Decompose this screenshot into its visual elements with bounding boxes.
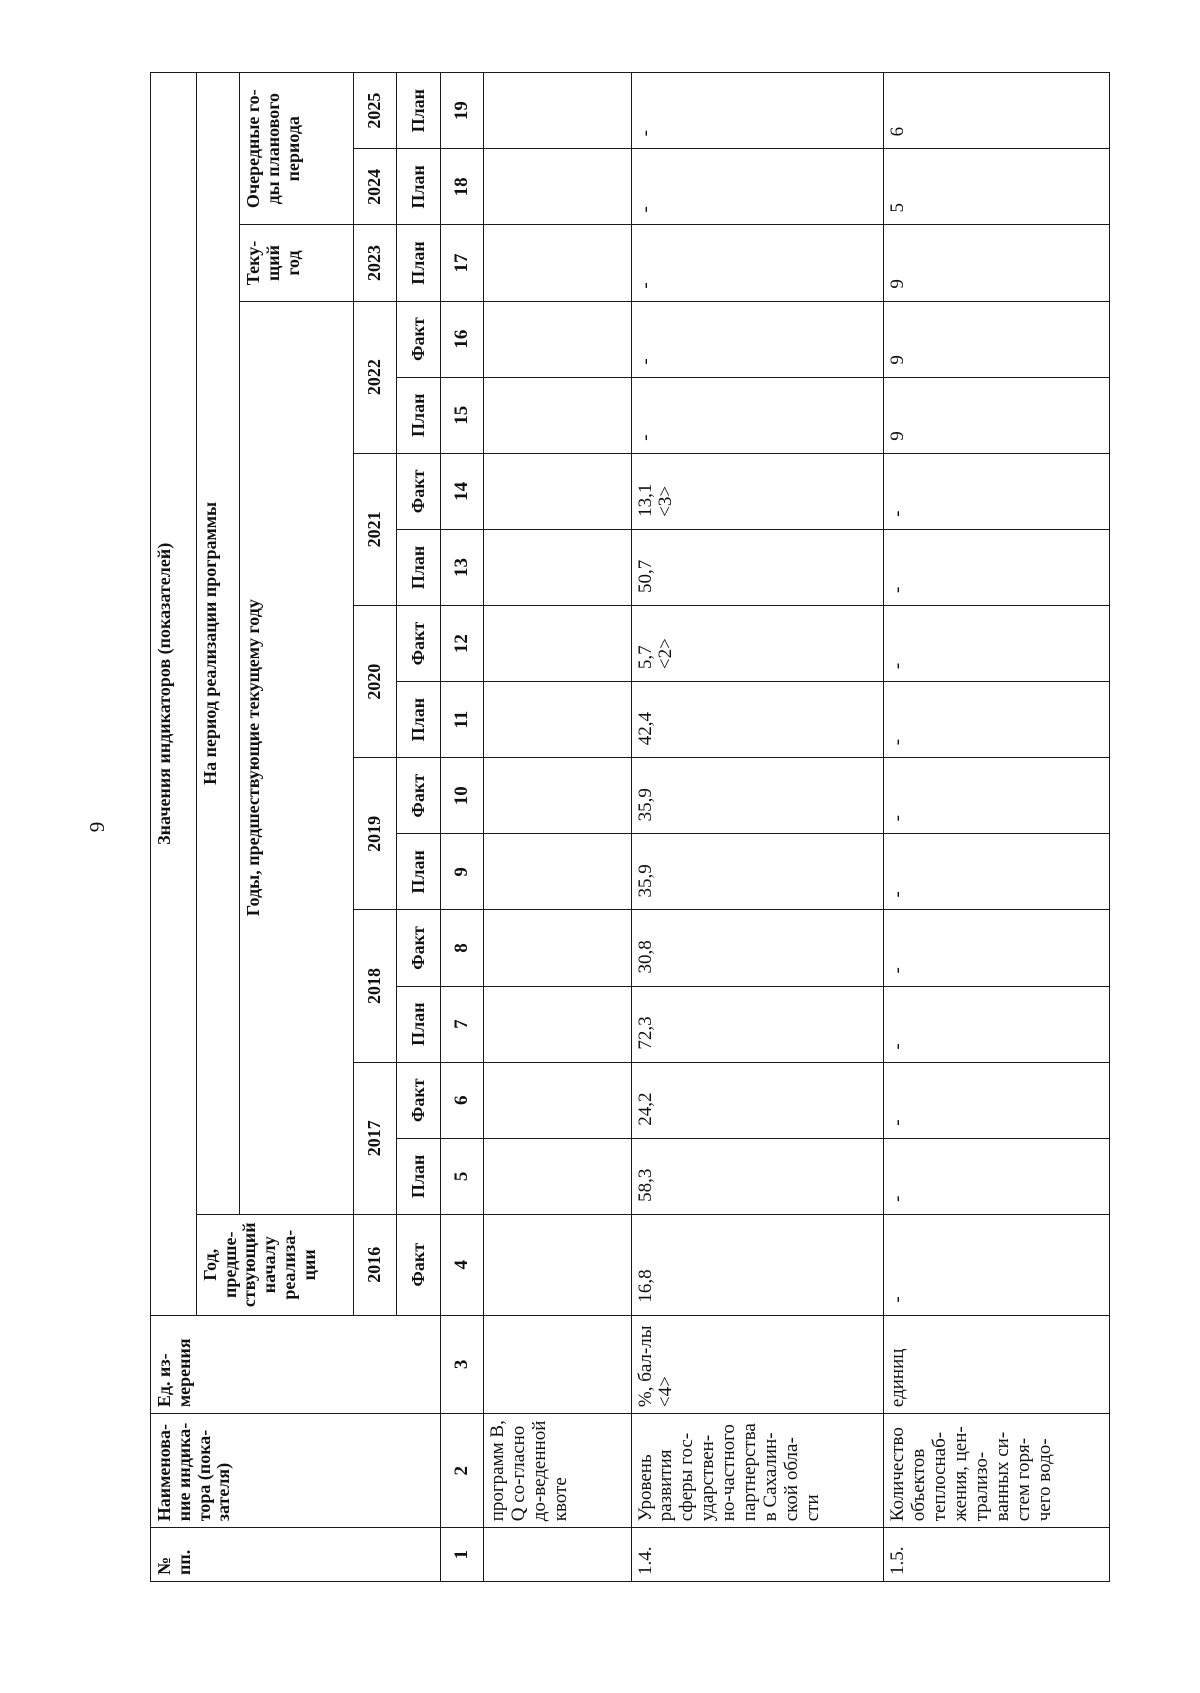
fact-label: Факт bbox=[397, 606, 441, 682]
row-value bbox=[484, 834, 631, 910]
row-value bbox=[484, 606, 631, 682]
column-number: 7 bbox=[440, 986, 484, 1062]
row-unit bbox=[484, 1315, 631, 1414]
row-value: - bbox=[884, 529, 1110, 605]
column-number: 4 bbox=[440, 1214, 484, 1315]
column-number: 17 bbox=[440, 225, 484, 301]
row-value: - bbox=[884, 1214, 1110, 1315]
header-next-years: Очередные го-ды планового периода bbox=[240, 73, 353, 225]
row-value bbox=[484, 1062, 631, 1138]
header-period: На период реализации программы bbox=[196, 73, 240, 1215]
row-value: 5,7 <2> bbox=[631, 606, 884, 682]
row-value: - bbox=[631, 301, 884, 377]
year-2018: 2018 bbox=[353, 910, 397, 1062]
row-value: - bbox=[884, 834, 1110, 910]
row-value: 6 bbox=[884, 73, 1110, 149]
column-number: 3 bbox=[440, 1315, 484, 1414]
column-number: 1 bbox=[440, 1528, 484, 1582]
row-value: - bbox=[884, 910, 1110, 986]
column-number: 5 bbox=[440, 1138, 484, 1214]
row-value bbox=[484, 73, 631, 149]
row-value: 24,2 bbox=[631, 1062, 884, 1138]
row-value: 72,3 bbox=[631, 986, 884, 1062]
row-value: 9 bbox=[884, 377, 1110, 453]
row-value bbox=[484, 529, 631, 605]
row-value bbox=[484, 377, 631, 453]
year-2020: 2020 bbox=[353, 606, 397, 758]
column-number: 15 bbox=[440, 377, 484, 453]
table-row bbox=[631, 73, 884, 1582]
row-value: 9 bbox=[884, 301, 1110, 377]
header-values: Значения индикаторов (показателей) bbox=[151, 73, 197, 1316]
row-name: программ В, Q со-гласно до-веденной квоте bbox=[484, 1414, 631, 1528]
row-value bbox=[484, 758, 631, 834]
header-no: № пп. bbox=[151, 1528, 441, 1582]
row-value bbox=[484, 225, 631, 301]
plan-label: План bbox=[397, 986, 441, 1062]
table-row bbox=[884, 73, 1110, 1582]
year-2017: 2017 bbox=[353, 1062, 397, 1214]
column-number: 19 bbox=[440, 73, 484, 149]
column-number: 10 bbox=[440, 758, 484, 834]
row-value: 35,9 bbox=[631, 758, 884, 834]
row-value: 42,4 bbox=[631, 682, 884, 758]
plan-label: План bbox=[397, 377, 441, 453]
row-value bbox=[484, 910, 631, 986]
row-value: - bbox=[884, 606, 1110, 682]
column-number: 6 bbox=[440, 1062, 484, 1138]
row-no bbox=[484, 1528, 631, 1582]
row-value: - bbox=[884, 453, 1110, 529]
row-value: 5 bbox=[884, 149, 1110, 225]
year-2024: 2024 bbox=[353, 149, 397, 225]
row-value: 13,1 <3> bbox=[631, 453, 884, 529]
row-unit: единиц bbox=[884, 1315, 1110, 1414]
row-value: 58,3 bbox=[631, 1138, 884, 1214]
plan-label: План bbox=[397, 529, 441, 605]
row-value: 30,8 bbox=[631, 910, 884, 986]
fact-label: Факт bbox=[397, 910, 441, 986]
header-name: Наименова-ние индика-тора (пока-зателя) bbox=[151, 1414, 441, 1528]
row-value bbox=[484, 986, 631, 1062]
row-value: 35,9 bbox=[631, 834, 884, 910]
year-2023: 2023 bbox=[353, 225, 397, 301]
column-number: 13 bbox=[440, 529, 484, 605]
row-value: - bbox=[631, 377, 884, 453]
row-value: - bbox=[884, 986, 1110, 1062]
row-value bbox=[484, 453, 631, 529]
row-value bbox=[484, 301, 631, 377]
column-number: 11 bbox=[440, 682, 484, 758]
row-value: - bbox=[631, 225, 884, 301]
year-2019: 2019 bbox=[353, 758, 397, 910]
column-number: 9 bbox=[440, 834, 484, 910]
row-no: 1.5. bbox=[884, 1528, 1110, 1582]
header-unit: Ед. из-мерения bbox=[151, 1315, 441, 1414]
header-prior-year: Год, предше-ствующий началу реализа-ции bbox=[196, 1214, 353, 1315]
indicator-table bbox=[150, 72, 1110, 1582]
page-number: 9 bbox=[84, 821, 109, 833]
year-2016: 2016 bbox=[353, 1214, 397, 1315]
row-value bbox=[484, 1138, 631, 1214]
row-name: Уровень развития сферы гос-ударствен-но-частного партнерства в Сахалин-ской обла-сти bbox=[631, 1414, 884, 1528]
row-value: - bbox=[884, 1138, 1110, 1214]
row-value: 16,8 bbox=[631, 1214, 884, 1315]
table-row bbox=[484, 73, 631, 1582]
column-number: 8 bbox=[440, 910, 484, 986]
year-2025: 2025 bbox=[353, 73, 397, 149]
plan-label: План bbox=[397, 682, 441, 758]
plan-label: План bbox=[397, 834, 441, 910]
row-value: - bbox=[884, 758, 1110, 834]
plan-label: План bbox=[397, 149, 441, 225]
row-name: Количество объектов теплоснаб-жения, цен-трализо-ванных си-стем горя-чего водо- bbox=[884, 1414, 1110, 1528]
fact-label: Факт bbox=[397, 1214, 441, 1315]
column-number: 2 bbox=[440, 1414, 484, 1528]
fact-label: Факт bbox=[397, 758, 441, 834]
row-value bbox=[484, 682, 631, 758]
year-2021: 2021 bbox=[353, 453, 397, 605]
column-number: 14 bbox=[440, 453, 484, 529]
plan-label: План bbox=[397, 225, 441, 301]
column-number: 16 bbox=[440, 301, 484, 377]
row-value: 50,7 bbox=[631, 529, 884, 605]
row-value: - bbox=[884, 682, 1110, 758]
column-number: 18 bbox=[440, 149, 484, 225]
header-current-year: Теку-щий год bbox=[240, 225, 353, 301]
header-preceding-years: Годы, предшествующие текущему году bbox=[240, 301, 353, 1214]
fact-label: Факт bbox=[397, 1062, 441, 1138]
column-number: 12 bbox=[440, 606, 484, 682]
row-value: 9 bbox=[884, 225, 1110, 301]
plan-label: План bbox=[397, 73, 441, 149]
row-no: 1.4. bbox=[631, 1528, 884, 1582]
plan-label: План bbox=[397, 1138, 441, 1214]
fact-label: Факт bbox=[397, 301, 441, 377]
row-value bbox=[484, 149, 631, 225]
row-value: - bbox=[631, 149, 884, 225]
row-value bbox=[484, 1214, 631, 1315]
fact-label: Факт bbox=[397, 453, 441, 529]
row-value: - bbox=[884, 1062, 1110, 1138]
row-value: - bbox=[631, 73, 884, 149]
row-unit: %, бал-лы <4> bbox=[631, 1315, 884, 1414]
year-2022: 2022 bbox=[353, 301, 397, 453]
indicator-table-wrapper bbox=[150, 72, 1110, 1582]
